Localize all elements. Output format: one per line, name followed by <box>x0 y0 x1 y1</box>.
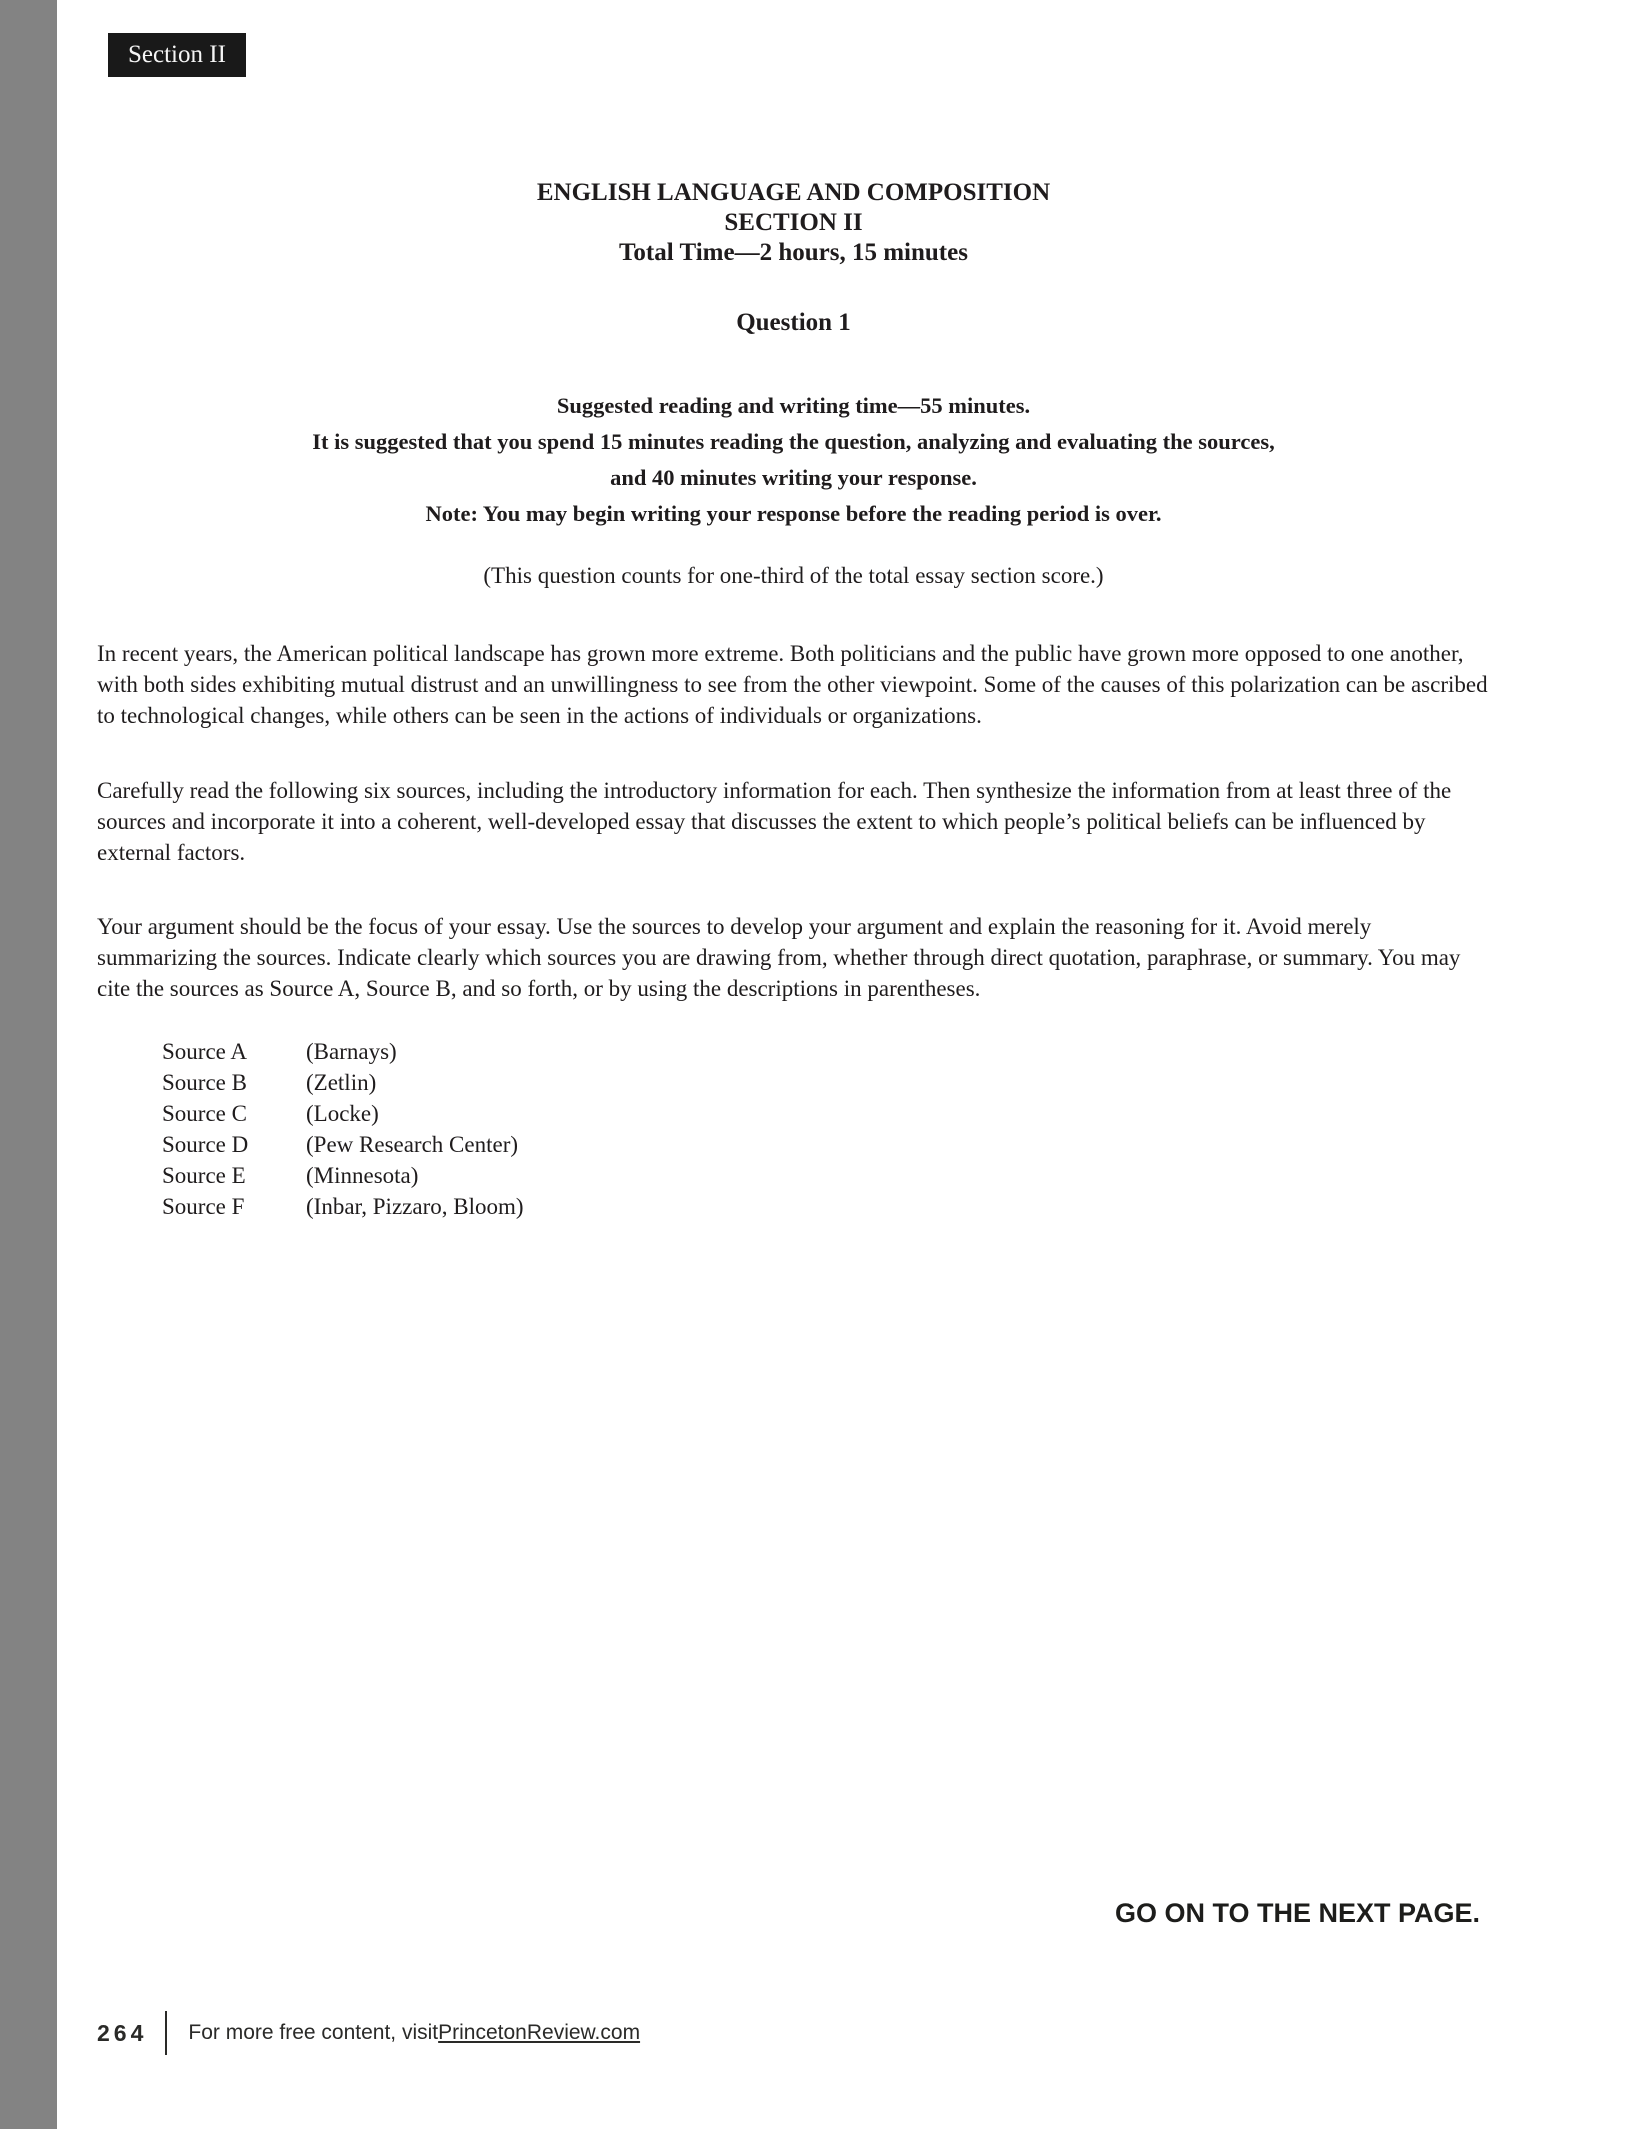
source-description: (Minnesota) <box>306 1163 419 1188</box>
source-row <box>162 1191 1490 1222</box>
source-label: Source D <box>162 1132 249 1157</box>
footer-text: For more free content, visit <box>188 2021 439 2044</box>
instruction-line-4: Note: You may begin writing your response before the reading period is over. <box>425 501 1162 526</box>
source-description: (Barnays) <box>306 1039 397 1064</box>
source-list <box>162 1036 1490 1222</box>
source-label: Source C <box>162 1101 247 1126</box>
source-label: Source F <box>162 1194 245 1219</box>
prompt-paragraph: Carefully read the following six sources, including the introductory information for each. Then synthesize the information from at least three of the sources and incorporate it into a coherent, well-developed essay that discusses the extent to which people’s political beliefs can be influenced by external factors. <box>97 778 1452 865</box>
prompt-paragraph: In recent years, the American political landscape has grown more extreme. Both politicians and the public have grown more opposed to one another, with both sides exhibiting mutual distrust and an unwillingness to see from the other viewpoint. Some of the causes of this polarization can be ascribed to technological changes, while others can be seen in the actions of individuals or organizations. <box>97 641 1488 728</box>
source-description: (Inbar, Pizzaro, Bloom) <box>306 1194 524 1219</box>
princeton-review-link[interactable]: PrincetonReview.com <box>438 2021 641 2044</box>
source-label: Source B <box>162 1070 247 1095</box>
score-note: (This question counts for one-third of the total essay section score.) <box>483 563 1104 588</box>
instruction-line-2: It is suggested that you spend 15 minutes reading the question, analyzing and evaluating the sources, <box>312 429 1275 454</box>
exam-header <box>97 178 1490 268</box>
page-number: 264 <box>97 2019 148 2046</box>
source-row <box>162 1160 1490 1191</box>
exam-total-time: Total Time—2 hours, 15 minutes <box>619 239 968 266</box>
instruction-line-3: and 40 minutes writing your response. <box>610 465 977 490</box>
source-description: (Pew Research Center) <box>306 1132 519 1157</box>
instruction-line-1: Suggested reading and writing time—55 minutes. <box>556 393 1031 418</box>
page-footer <box>97 2008 640 2058</box>
source-row <box>162 1067 1490 1098</box>
exam-title: ENGLISH LANGUAGE AND COMPOSITION <box>536 179 1051 206</box>
exam-section: SECTION II <box>724 209 863 236</box>
instructions-block <box>97 388 1490 532</box>
left-margin-bar <box>0 0 57 2129</box>
source-row <box>162 1098 1490 1129</box>
source-label: Source E <box>162 1163 246 1188</box>
question-title: Question 1 <box>736 309 851 336</box>
source-description: (Locke) <box>306 1101 379 1126</box>
page-content <box>97 0 1490 1222</box>
source-row <box>162 1036 1490 1067</box>
source-label: Source A <box>162 1039 247 1064</box>
go-on-notice: GO ON TO THE NEXT PAGE. <box>1114 1898 1480 1928</box>
source-description: (Zetlin) <box>306 1070 377 1095</box>
section-badge: Section II <box>108 33 246 77</box>
source-row <box>162 1129 1490 1160</box>
prompt-paragraph: Your argument should be the focus of your essay. Use the sources to develop your argument and explain the reasoning for it. Avoid merely summarizing the sources. Indicate clearly which sources you are drawing from, whether through direct quotation, paraphrase, or summary. You may cite the sources as Source A, Source B, and so forth, or by using the descriptions in parentheses. <box>97 914 1461 1001</box>
footer-divider <box>165 2011 167 2055</box>
